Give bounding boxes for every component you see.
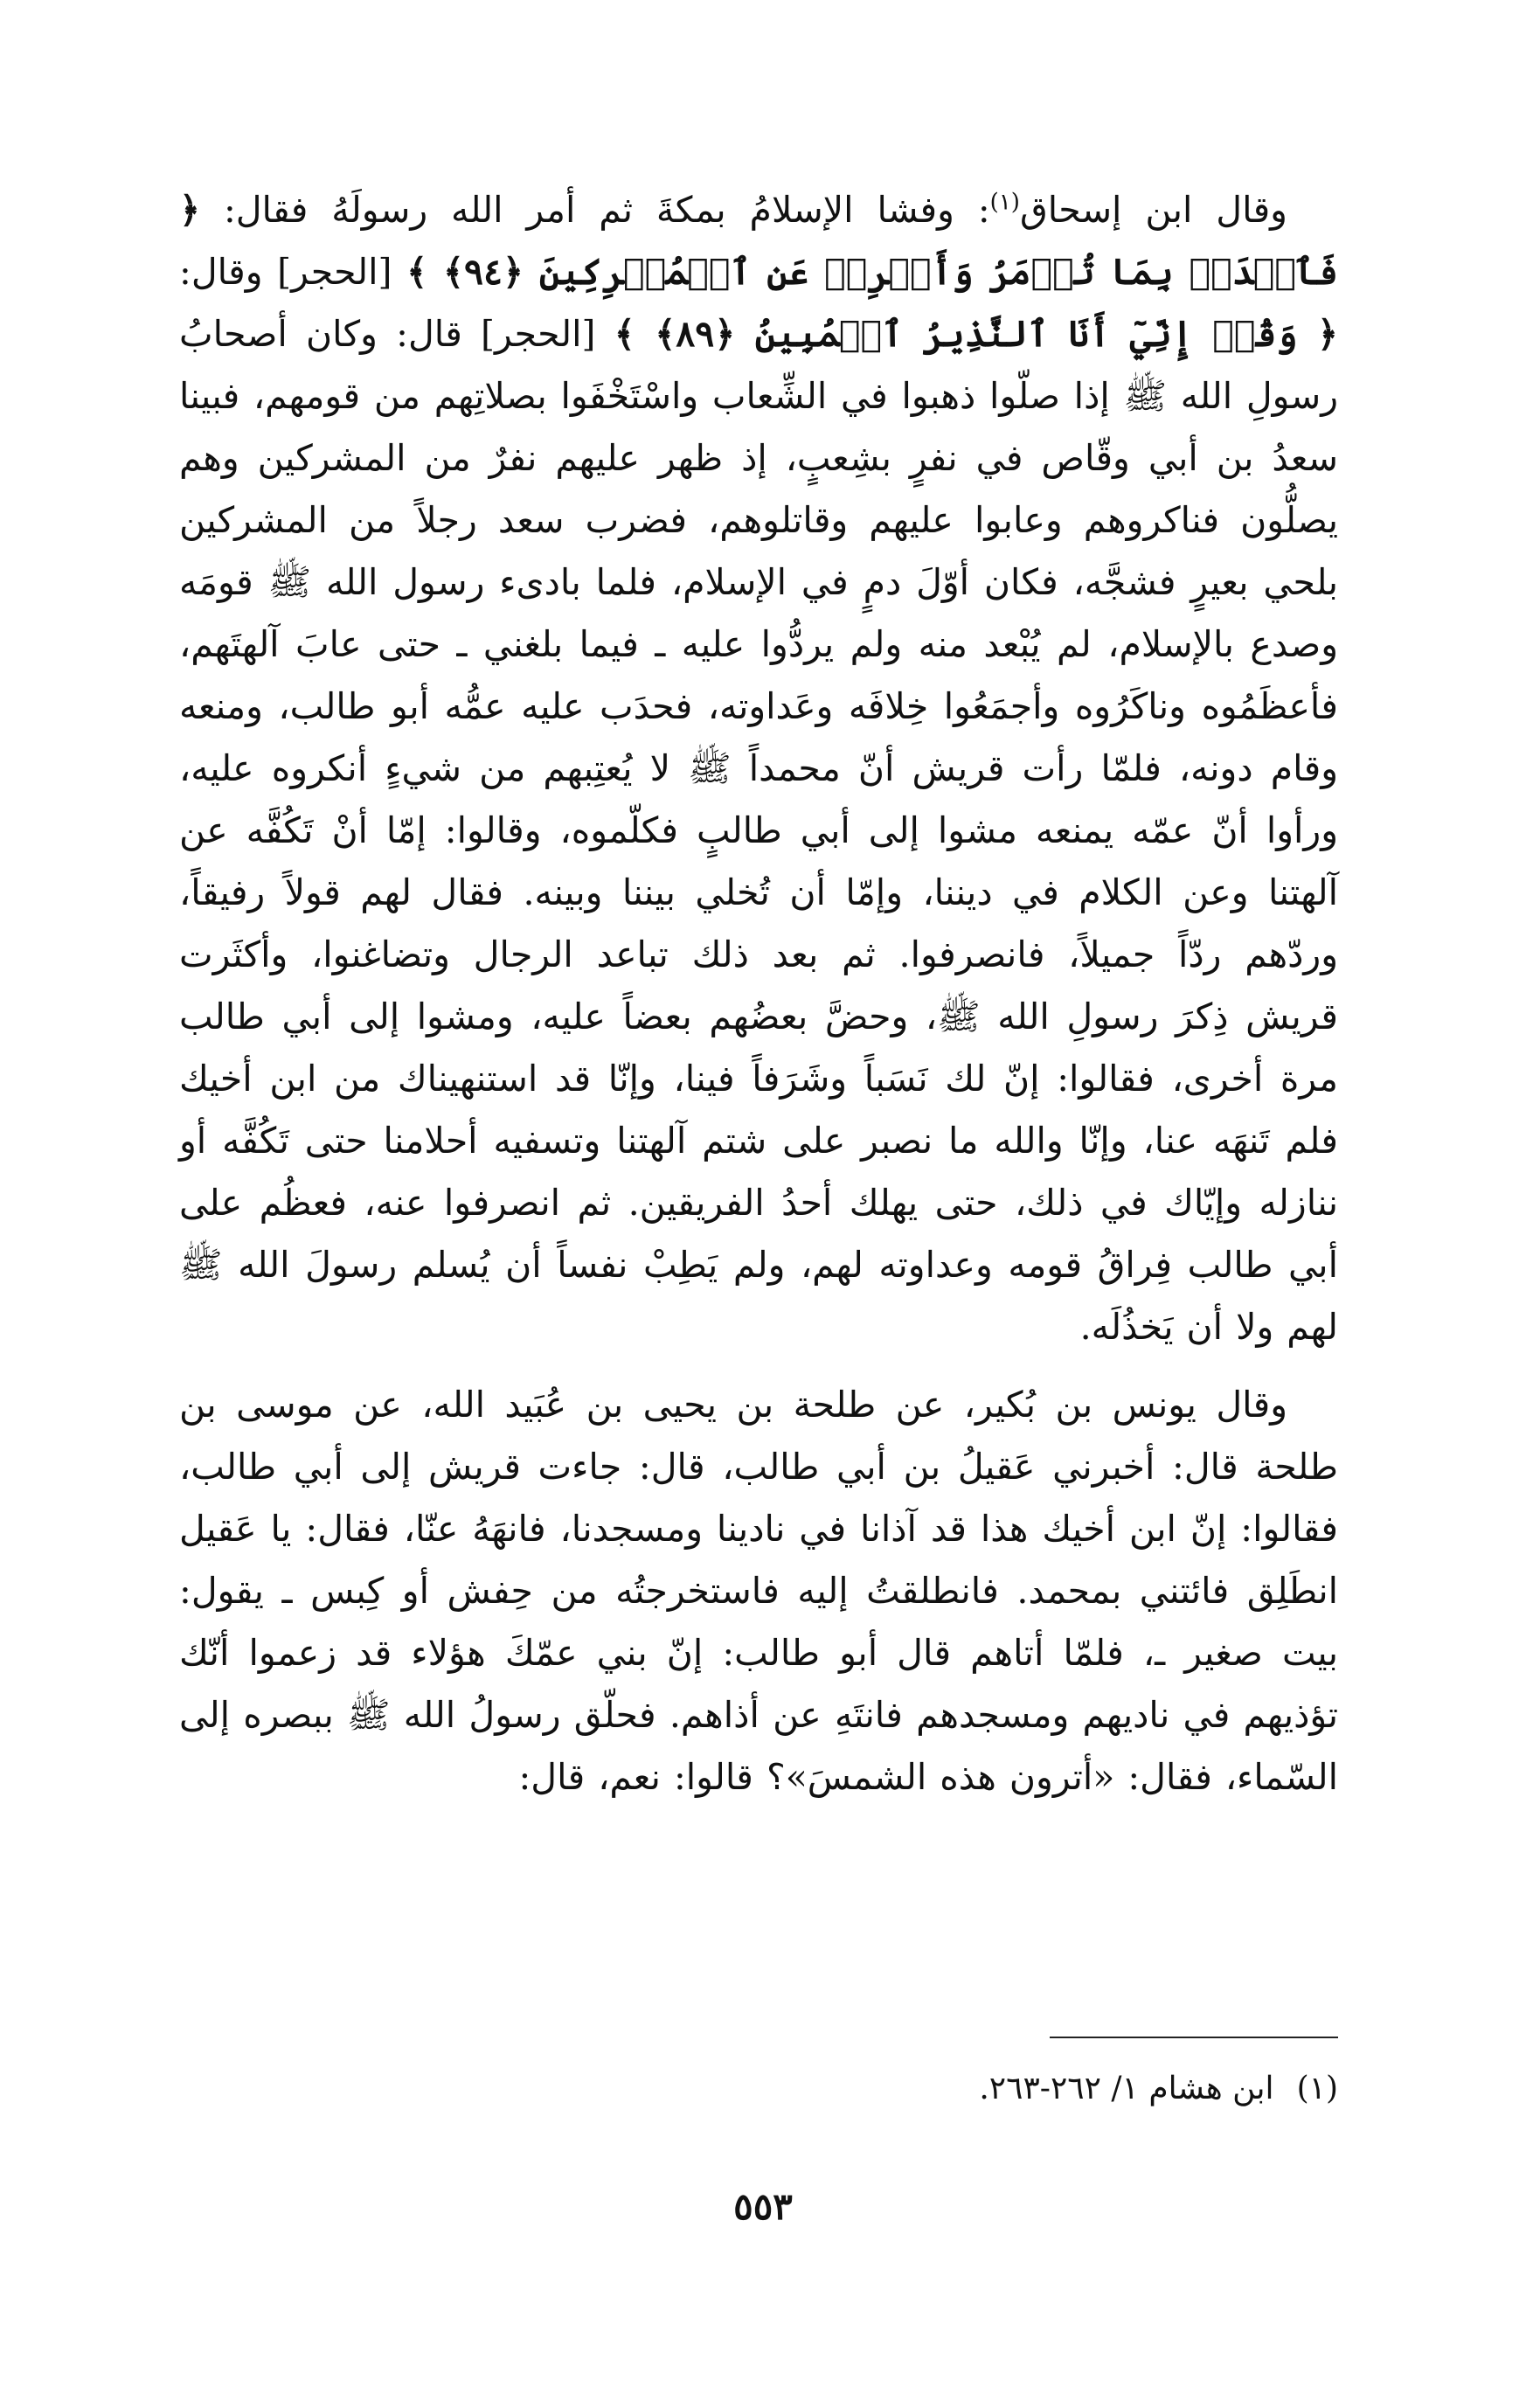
paragraph-1	[179, 179, 1338, 1358]
footnote-item	[979, 2063, 1338, 2115]
quran-verse-2: ﴿ وَقُلۡ إِنِّيٓ أَنَا ٱلنَّذِيرُ ٱلۡمُبِينُ ﴿٨٩﴾ ﴾	[614, 313, 1338, 355]
page-number: ٥٥٣	[733, 2185, 793, 2228]
paragraph-1-intro: وقال ابن إسحاق	[1019, 189, 1287, 231]
paragraph-2: وقال يونس بن بُكير، عن طلحة بن يحيى بن عُبَيد الله، عن موسى بن طلحة قال: أخبرني عَقيلُ بن أبي طالب، قال: جاءت قريش إلى أبي طالب، فقالوا: إنّ ابن أخيك هذا قد آذانا في نادينا ومسجدنا، فانهَهُ عنّا، فقال: يا عَقيل انطَلِق فائتني بمحمد. فانطلقتُ إليه فاستخرجتُه من حِفش أو كِبس ـ يقول: بيت صغير ـ، فلمّا أتاهم قال أبو طالب: إنّ بني عمّكَ هؤلاء قد زعموا أنّك تؤذيهم في ناديهم ومسجدهم فانتَهِ عن أذاهم. فحلّق رسولُ الله ﷺ ببصره إلى السّماء، فقال: «أترون هذه الشمسَ»؟ قالوا: نعم، قال:	[179, 1384, 1338, 1798]
main-text	[179, 179, 1338, 1808]
footnote-number: (١)	[1296, 2071, 1338, 2106]
paragraph-1-text-after-quran: [الحجر] قال: وكان أصحابُ رسولِ الله ﷺ إذا صلّوا ذهبوا في الشِّعاب واسْتَخْفَوا بصلاتِهم من قومهم، فبينا سعدُ بن أبي وقّاص في نفرٍ بشِعبٍ، إذ ظهر عليهم نفرٌ من المشركين وهم يصلُّون فناكروهم وعابوا عليهم وقاتلوهم، فضرب سعد رجلاً من المشركين بلحي بعيرٍ فشجَّه، فكان أوّلَ دمٍ في الإسلام، فلما بادىء رسول الله ﷺ قومَه وصدع بالإسلام، لم يُبْعد منه ولم يردُّوا عليه ـ فيما بلغني ـ حتى عابَ آلهتَهم، فأعظَمُوه وناكَرُوه وأجمَعُوا خِلافَه وعَداوته، فحدَب عليه عمُّه أبو طالب، ومنعه وقام دونه، فلمّا رأت قريش أنّ محمداً ﷺ لا يُعتِبهم من شيءٍ أنكروه عليه، ورأوا أنّ عمّه يمنعه مشوا إلى أبي طالبٍ فكلّموه، وقالوا: إمّا أنْ تَكُفَّه عن آلهتنا وعن الكلام في ديننا، وإمّا أن تُخلي بيننا وبينه. فقال لهم قولاً رفيقاً، وردّهم ردّاً جميلاً، فانصرفوا. ثم بعد ذلك تباعد الرجال وتضاغنوا، وأكثَرت قريش ذِكرَ رسولِ الله ﷺ، وحضَّ بعضُهم بعضاً عليه، ومشوا إلى أبي طالب مرة أخرى، فقالوا: إنّ لك نَسَباً وشَرَفاً فينا، وإنّا قد استنهيناك من ابن أخيك فلم تَنهَه عنا، وإنّا والله ما نصبر على شتم آلهتنا وتسفيه أحلامنا حتى تَكُفَّه أو ننازله وإيّاك في ذلك، حتى يهلك أحدُ الفريقين. ثم انصرفوا عنه، فعظُم على أبي طالب فِراقُ قومه وعداوته لهم، ولم يَطِبْ نفساً أن يُسلم رسولَ الله ﷺ لهم ولا أن يَخذُلَه.	[179, 313, 1338, 1348]
paragraph-1-text-before-quran: : وفشا الإسلامُ بمكةَ ثم أمر الله رسولَهُ فقال:	[223, 189, 990, 231]
quran-verse-1: ﴿ فَٱصۡدَعۡ بِمَا تُؤۡمَرُ وَأَعۡرِضۡ عَنِ ٱلۡمُشۡرِكِينَ ﴿٩٤﴾ ﴾	[179, 189, 1338, 293]
footnote-separator	[1050, 2037, 1338, 2038]
paragraph-1-between-quran: [الحجر] وقال:	[179, 251, 392, 293]
footnote-text: ابن هشام ١/ ٢٦٢-٢٦٣.	[979, 2071, 1274, 2106]
footnote-marker[interactable]: (١)	[989, 189, 1020, 216]
